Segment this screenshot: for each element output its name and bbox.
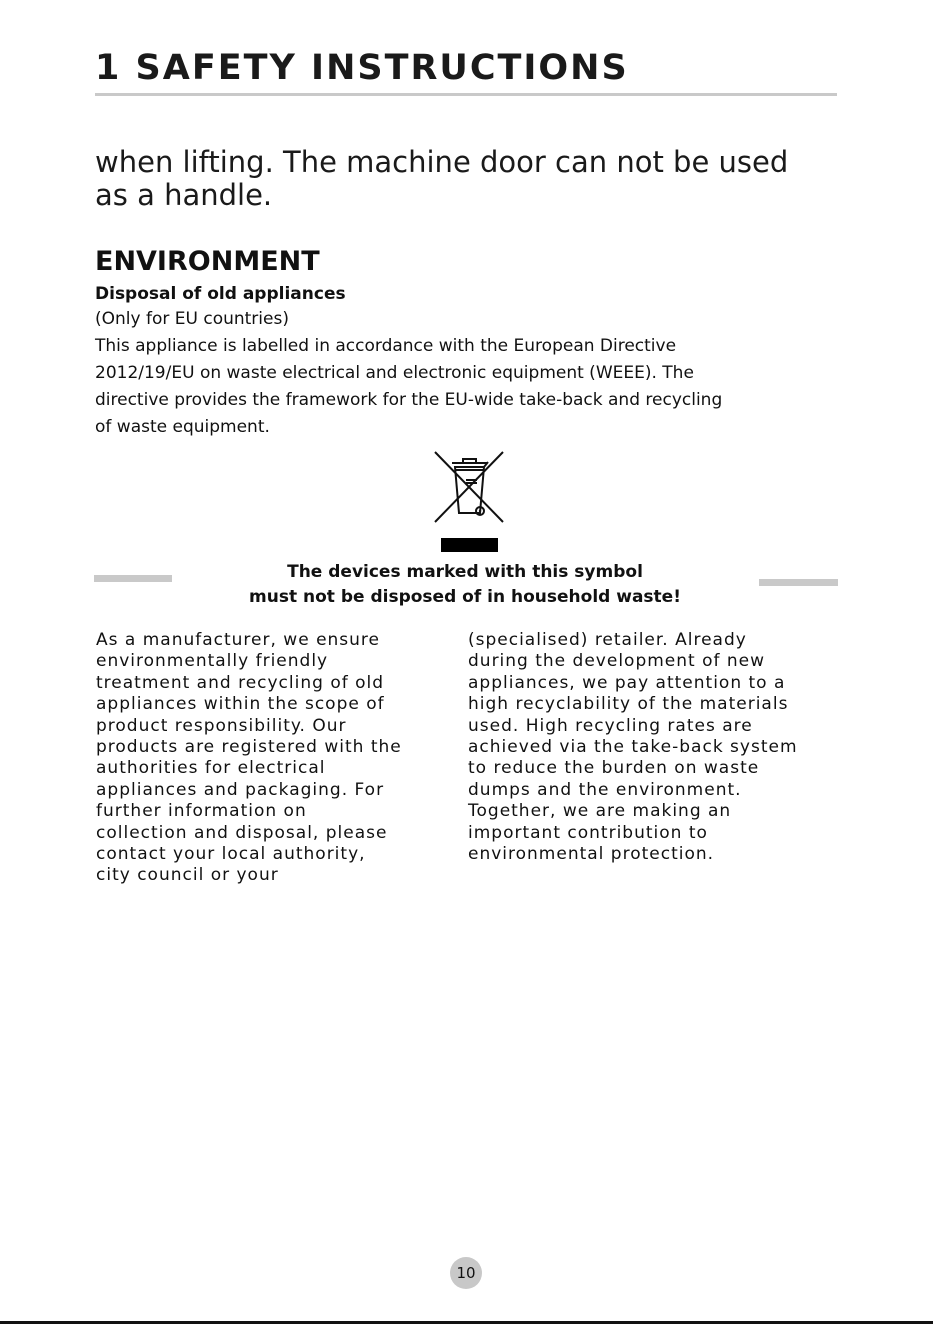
column-line: appliances, we pay attention to a [468, 672, 786, 693]
manufacturer-column-right [468, 630, 843, 865]
column-line: city council or your [96, 865, 279, 886]
disposal-line: of waste equipment. [95, 417, 270, 437]
warning-divider-right [759, 579, 838, 586]
column-line: important contribution to [468, 822, 708, 843]
intro-paragraph [95, 146, 840, 212]
column-line: appliances within the scope of [96, 694, 385, 715]
disposal-line: 2012/19/EU on waste electrical and electronic equipment (WEEE). The [95, 363, 694, 383]
page-title: 1 SAFETY INSTRUCTIONS [95, 48, 629, 88]
column-line: environmental protection. [468, 844, 715, 865]
column-line: (specialised) retailer. Already [468, 630, 747, 650]
column-line: high recyclability of the materials [468, 694, 789, 715]
warning-line: must not be disposed of in household waste! [249, 587, 681, 607]
column-line: As a manufacturer, we ensure [96, 630, 381, 650]
environment-heading: ENVIRONMENT [95, 246, 320, 277]
column-line: used. High recycling rates are [468, 715, 753, 736]
column-line: during the development of new [468, 651, 766, 672]
warning-line: The devices marked with this symbol [287, 562, 643, 582]
weee-underline-bar [441, 538, 498, 552]
intro-line: as a handle. [95, 178, 273, 212]
page-number: 10 [450, 1257, 482, 1289]
column-line: treatment and recycling of old [96, 672, 385, 693]
column-line: contact your local authority, [96, 844, 366, 865]
column-line: further information on [96, 801, 307, 822]
manufacturer-column-left [96, 630, 451, 887]
column-line: authorities for electrical [96, 758, 326, 779]
disposal-paragraph [95, 333, 840, 441]
disposal-line: This appliance is labelled in accordance with the European Directive [95, 336, 677, 356]
column-line: appliances and packaging. For [96, 779, 385, 800]
disposal-subheading: Disposal of old appliances [95, 284, 346, 304]
disposal-line: directive provides the framework for the EU-wide take-back and recycling [95, 390, 723, 410]
column-line: achieved via the take-back system [468, 737, 798, 758]
crossed-out-wheelie-bin-icon [430, 450, 508, 526]
intro-line: when lifting. The machine door can not be used [95, 145, 789, 179]
column-line: Together, we are making an [468, 801, 732, 822]
household-waste-warning [180, 560, 750, 610]
column-line: to reduce the burden on waste [468, 758, 760, 779]
column-line: products are registered with the [96, 737, 402, 758]
header-rule [95, 93, 837, 96]
warning-divider-left [94, 575, 172, 582]
column-line: product responsibility. Our [96, 715, 347, 736]
eu-scope-note: (Only for EU countries) [95, 309, 289, 329]
column-line: dumps and the environment. [468, 779, 742, 800]
column-line: collection and disposal, please [96, 822, 388, 843]
column-line: environmentally friendly [96, 651, 329, 672]
